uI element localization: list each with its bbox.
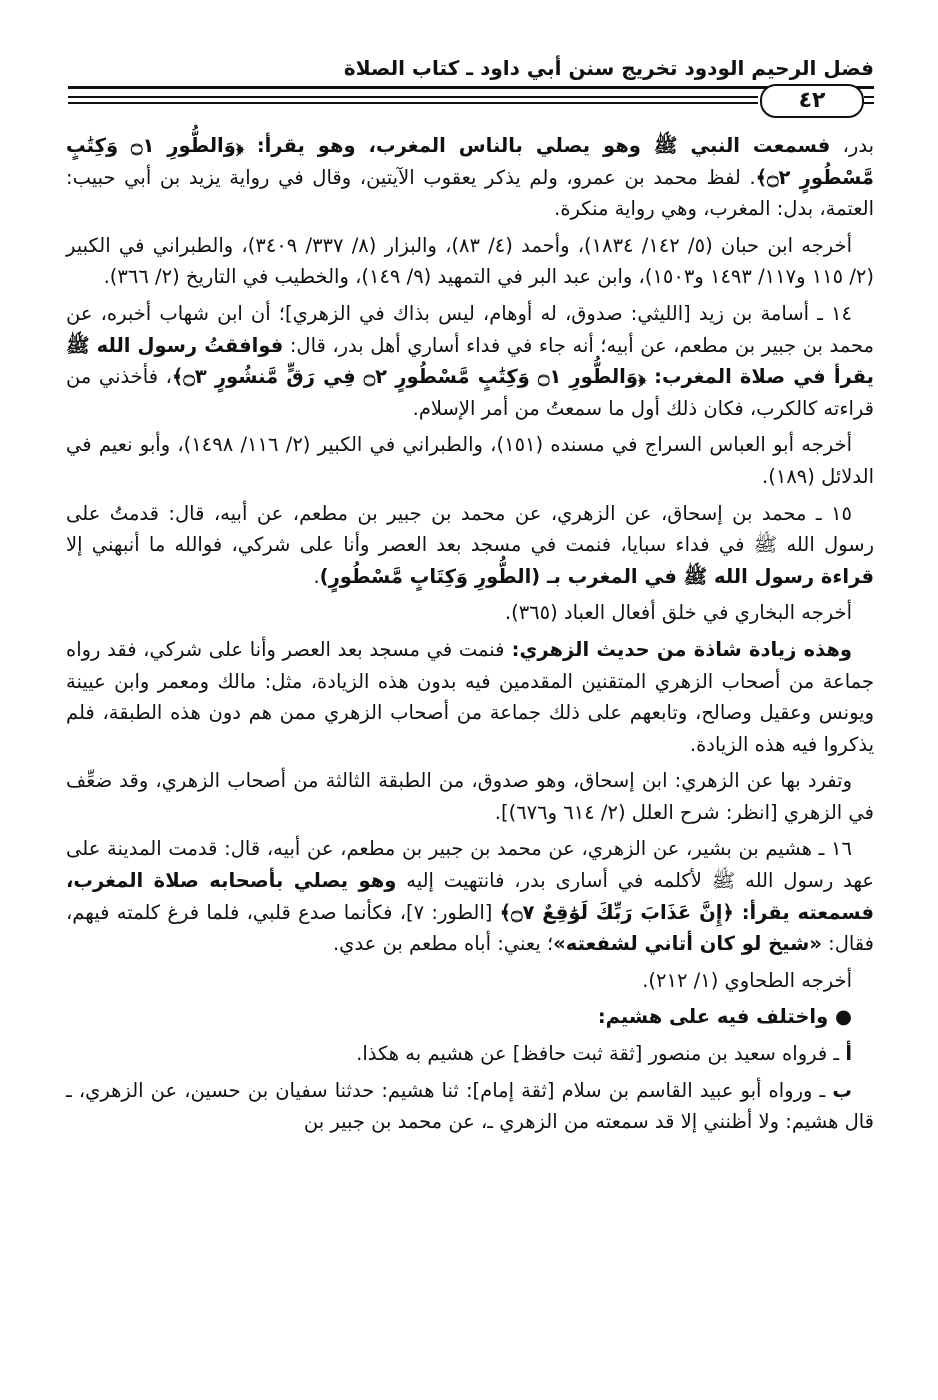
p1-quote: فسمعت النبي ﷺ وهو يصلي بالناس المغرب، وهو يقرأ: ﴿وَالطُّورِ ۝١ وَكِتَٰبٍ مَّسْطُورٍ ۝٢﴾ <box>66 134 874 189</box>
page-number-row <box>68 84 874 118</box>
ornament-rule-left <box>68 96 758 98</box>
p9-text-c: ؛ يعني: أباه مطعم بن عدي. <box>332 932 554 956</box>
bullet-icon: ● <box>834 1005 852 1029</box>
paragraph-3 <box>66 298 874 424</box>
ornament-rule-left-2 <box>68 102 758 104</box>
p9-quote: وهو يصلي بأصحابه صلاة المغرب، فسمعته يقرأ: ﴿إِنَّ عَذَابَ رَبِّكَ لَوَٰقِعٌ ۝٧﴾ <box>66 869 874 924</box>
ornament-rule-right <box>864 96 874 98</box>
paragraph-12 <box>66 1038 874 1070</box>
paragraph-6: أخرجه البخاري في خلق أفعال العباد (٣٦٥). <box>504 601 852 625</box>
p7-lead: وهذه زيادة شاذة من حديث الزهري: <box>504 637 852 661</box>
page-number: ٤٢ <box>760 84 864 118</box>
p9-saying: «شيخ لو كان أتاني لشفعته» <box>553 932 822 956</box>
paragraph-11 <box>66 1001 874 1033</box>
paragraph-10: أخرجه الطحاوي (١/ ٢١٢). <box>642 968 852 992</box>
p9-text-a: ١٦ ـ هشيم بن بشير، عن الزهري، عن محمد بن جبير بن مطعم، عن أبيه، قال: قدمت المدينة على عهد رسول الله ﷺ لأكلمه في أسارى بدر، فانتهيت إليه <box>66 837 875 893</box>
paragraph-2: أخرجه ابن حبان (٥/ ١٤٢/ ١٨٣٤)، وأحمد (٤/ ٨٣)، والبزار (٨/ ٣٣٧/ ٣٤٠٩)، والطبراني في الكبير (٢/ ١١٥ و١١٧/ ١٤٩٣ و١٥٠٣)، وابن عبد البر في التمهيد (٩/ ١٤٩)، والخطيب في التاريخ (٢/ ٣٦٦). <box>66 233 874 289</box>
p13-text: ـ ورواه أبو عبيد القاسم بن سلام [ثقة إمام]: ثنا هشيم: حدثنا سفيان بن حسين، عن الزهري، ـ قال هشيم: ولا أظنني إلا قد سمعته من الزهري ـ، عن محمد بن جبير بن <box>66 1078 874 1134</box>
p3-quote: فوافقتُ رسول الله ﷺ يقرأ في صلاة المغرب: ﴿وَالطُّورِ ۝١ وَكِتَٰبٍ مَّسْطُورٍ ۝٢ فِي رَقٍّ مَّنشُورٍ ۝٣﴾ <box>66 333 875 389</box>
p13-letter: ب <box>832 1078 852 1102</box>
page-header <box>68 54 874 88</box>
paragraph-7 <box>66 634 874 760</box>
paragraph-13 <box>66 1075 874 1138</box>
main-text <box>66 130 874 1143</box>
paragraph-9 <box>66 833 874 959</box>
p5-text-a: ١٥ ـ محمد بن إسحاق، عن الزهري، عن محمد بن جبير بن مطعم، عن أبيه، قال: قدمتُ على رسول الله ﷺ في فداء سبايا، فنمت في مسجد بعد العصر وأنا على شركي، فوالله ما أنبهني إلا <box>66 501 874 557</box>
p7-text: فنمت في مسجد بعد العصر وأنا على شركي، فقد رواه جماعة من أصحاب الزهري المتقنين المقدمين فيه بدون هذه الزيادة، مثل: مالك ومعمر وابن عيينة ويونس وعقيل وصالح، وتابعهم على ذلك جماعة من أصحاب الزهري ممن هم دون هذه الطبقة، فلم يذكروا فيه هذه الزيادة. <box>66 637 874 756</box>
p5-text-b: . <box>313 564 320 588</box>
running-title: فضل الرحيم الودود تخريج سنن أبي داود ـ كتاب الصلاة <box>343 56 874 80</box>
p12-letter: أ <box>845 1042 852 1066</box>
paragraph-5 <box>66 498 874 593</box>
p11-text: واختلف فيه على هشيم: <box>597 1005 835 1029</box>
paragraph-4: أخرجه أبو العباس السراج في مسنده (١٥١)، والطبراني في الكبير (٢/ ١١٦/ ١٤٩٨)، وأبو نعيم في الدلائل (١٨٩). <box>66 433 874 488</box>
p1-text-b: . لفظ محمد بن عمرو، ولم يذكر يعقوب الآيتين، وقال في رواية يزيد بن أبي حبيب: العتمة، بدل: المغرب، وهي رواية منكرة. <box>66 165 874 221</box>
ornament-rule-right-2 <box>864 102 874 104</box>
p5-quote: قراءة رسول الله ﷺ في المغرب بـ (الطُّورِ وَكِتَابٍ مَّسْطُورٍ) <box>319 564 874 588</box>
p12-text: ـ فرواه سعيد بن منصور [ثقة ثبت حافظ] عن هشيم به هكذا. <box>356 1042 846 1066</box>
paragraph-1 <box>66 130 874 225</box>
paragraph-8: وتفرد بها عن الزهري: ابن إسحاق، وهو صدوق، من الطبقة الثالثة من أصحاب الزهري، وقد ضعِّف في الزهري [انظر: شرح العلل (٢/ ٦١٤ و٦٧٦)]. <box>66 769 874 824</box>
p3-text-b: ، فأخذني من قراءته كالكرب، فكان ذلك أول ما سمعتُ من أمر الإسلام. <box>66 365 874 420</box>
p3-text-a: ١٤ ـ أسامة بن زيد [الليثي: صدوق، له أوهام، ليس بذاك في الزهري]؛ أن ابن شهاب أخبره، عن محمد بن جبير بن مطعم، عن أبيه؛ أنه جاء في فداء أساري أهل بدر، قال: <box>66 301 875 357</box>
p1-text-a: بدر، <box>830 134 874 157</box>
p9-text-b: [الطور: ٧]، فكأنما صدع قلبي، فلما فرغ كلمته فيهم، فقال: <box>66 900 874 956</box>
